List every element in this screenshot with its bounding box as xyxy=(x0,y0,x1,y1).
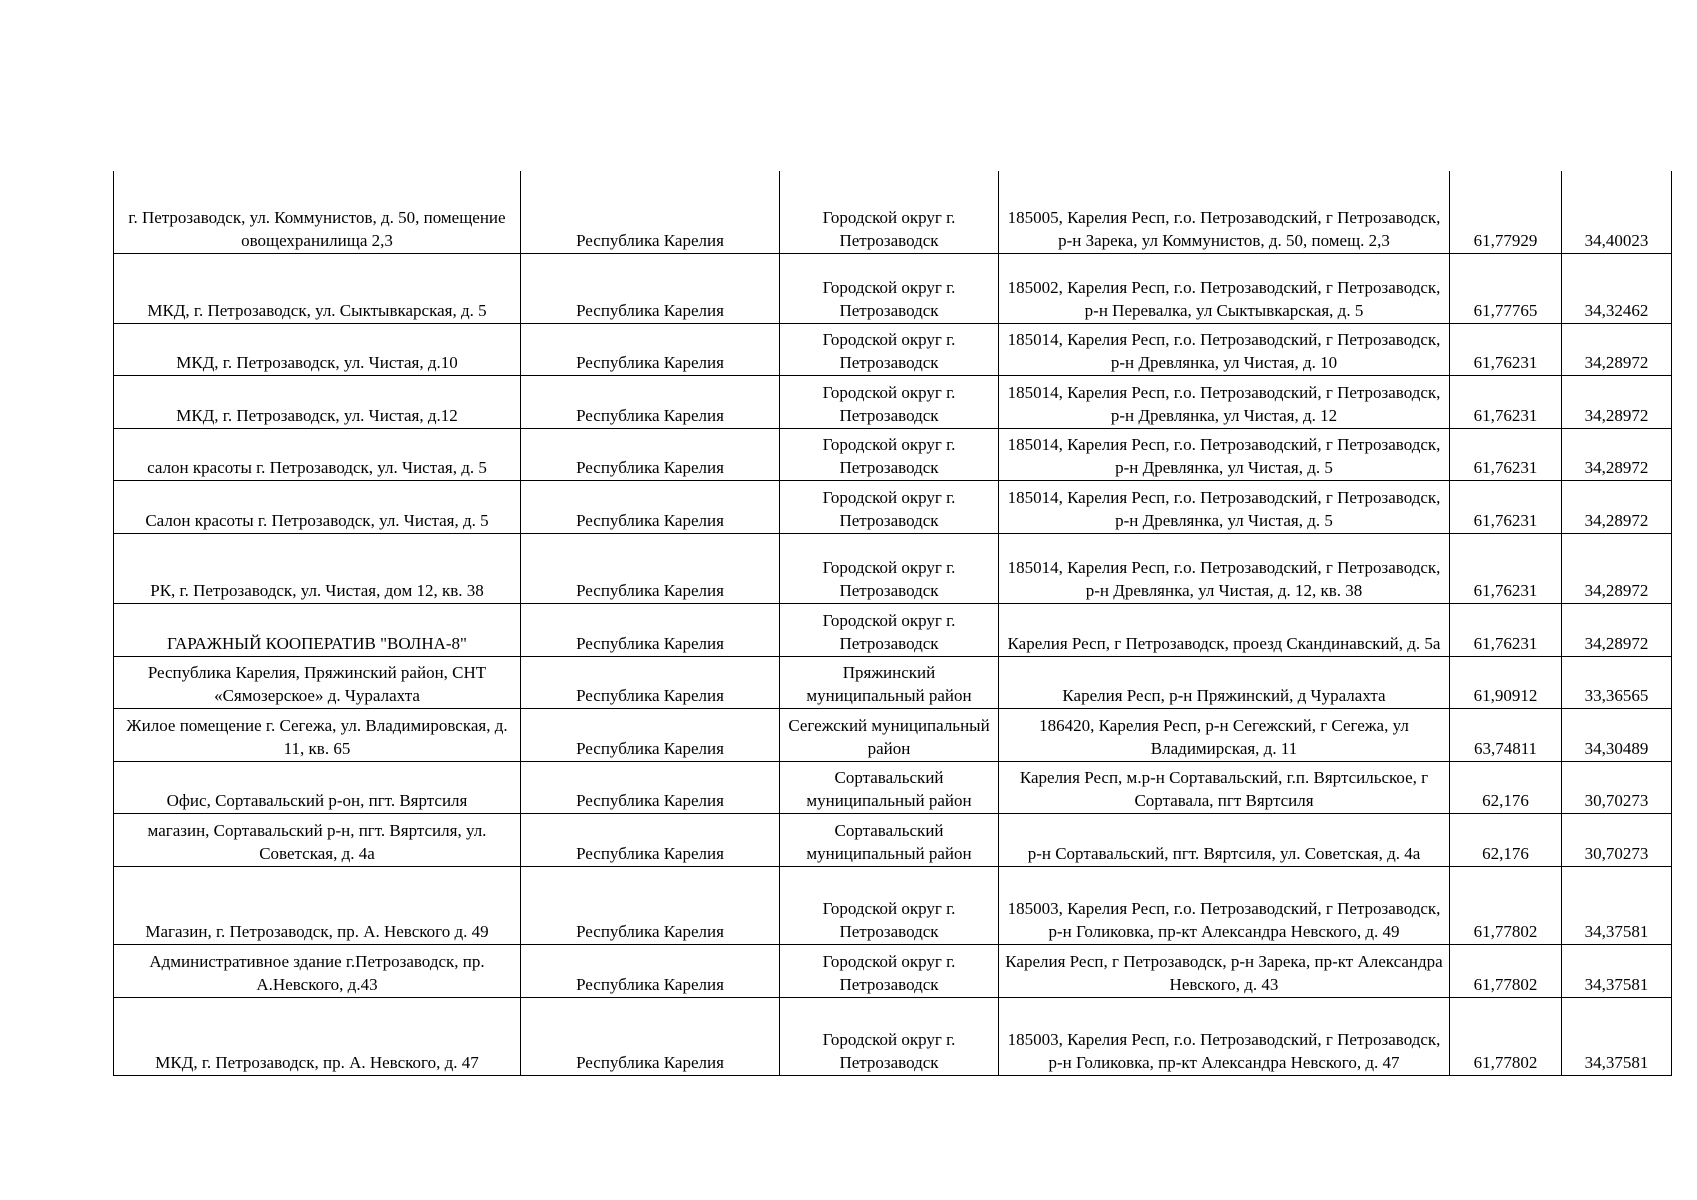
address-cell: 185005, Карелия Респ, г.о. Петрозаводский, г Петрозаводск, р-н Зарека, ул Коммунистов, д. 50, помещ. 2,3 xyxy=(999,171,1450,253)
object-name-cell: Жилое помещение г. Сегежа, ул. Владимировская, д. 11, кв. 65 xyxy=(114,708,521,761)
municipality-cell: Городской округ г. Петрозаводск xyxy=(780,866,999,944)
region-cell: Республика Карелия xyxy=(521,603,780,656)
municipality-cell: Городской округ г. Петрозаводск xyxy=(780,997,999,1075)
municipality-cell: Городской округ г. Петрозаводск xyxy=(780,375,999,428)
region-cell: Республика Карелия xyxy=(521,253,780,323)
address-cell: 185014, Карелия Респ, г.о. Петрозаводский, г Петрозаводск, р-н Древлянка, ул Чистая, д. 12 xyxy=(999,375,1450,428)
address-cell: 185014, Карелия Респ, г.о. Петрозаводский, г Петрозаводск, р-н Древлянка, ул Чистая, д. 12, кв. 38 xyxy=(999,533,1450,603)
table-row xyxy=(114,253,1672,323)
longitude-cell: 34,30489 xyxy=(1562,708,1672,761)
latitude-cell: 61,76231 xyxy=(1450,375,1562,428)
address-cell: Карелия Респ, г Петрозаводск, р-н Зарека, пр-кт Александра Невского, д. 43 xyxy=(999,944,1450,997)
address-cell: 185014, Карелия Респ, г.о. Петрозаводский, г Петрозаводск, р-н Древлянка, ул Чистая, д. 5 xyxy=(999,480,1450,533)
latitude-cell: 61,77802 xyxy=(1450,944,1562,997)
address-cell: Карелия Респ, р-н Пряжинский, д Чуралахта xyxy=(999,656,1450,708)
municipality-cell: Городской округ г. Петрозаводск xyxy=(780,480,999,533)
longitude-cell: 34,37581 xyxy=(1562,997,1672,1075)
region-cell: Республика Карелия xyxy=(521,533,780,603)
table-row xyxy=(114,533,1672,603)
municipality-cell: Городской округ г. Петрозаводск xyxy=(780,323,999,375)
region-cell: Республика Карелия xyxy=(521,866,780,944)
table-row xyxy=(114,997,1672,1075)
municipality-cell: Городской округ г. Петрозаводск xyxy=(780,533,999,603)
longitude-cell: 34,28972 xyxy=(1562,375,1672,428)
address-cell: 185014, Карелия Респ, г.о. Петрозаводский, г Петрозаводск, р-н Древлянка, ул Чистая, д. 10 xyxy=(999,323,1450,375)
longitude-cell: 30,70273 xyxy=(1562,761,1672,813)
latitude-cell: 61,77929 xyxy=(1450,171,1562,253)
address-cell: р-н Сортавальский, пгт. Вяртсиля, ул. Советская, д. 4а xyxy=(999,813,1450,866)
municipality-cell: Сегежский муниципальный район xyxy=(780,708,999,761)
object-name-cell: МКД, г. Петрозаводск, ул. Чистая, д.12 xyxy=(114,375,521,428)
object-name-cell: ГАРАЖНЫЙ КООПЕРАТИВ "ВОЛНА-8" xyxy=(114,603,521,656)
region-cell: Республика Карелия xyxy=(521,428,780,480)
municipality-cell: Городской округ г. Петрозаводск xyxy=(780,428,999,480)
longitude-cell: 34,37581 xyxy=(1562,866,1672,944)
table-row xyxy=(114,171,1672,253)
longitude-cell: 34,28972 xyxy=(1562,428,1672,480)
latitude-cell: 61,76231 xyxy=(1450,533,1562,603)
table-row xyxy=(114,866,1672,944)
longitude-cell: 34,37581 xyxy=(1562,944,1672,997)
latitude-cell: 61,77765 xyxy=(1450,253,1562,323)
object-name-cell: магазин, Сортавальский р-н, пгт. Вяртсиля, ул. Советская, д. 4а xyxy=(114,813,521,866)
table-row xyxy=(114,428,1672,480)
region-cell: Республика Карелия xyxy=(521,480,780,533)
latitude-cell: 62,176 xyxy=(1450,761,1562,813)
table-row xyxy=(114,603,1672,656)
object-name-cell: МКД, г. Петрозаводск, пр. А. Невского, д. 47 xyxy=(114,997,521,1075)
object-name-cell: салон красоты г. Петрозаводск, ул. Чистая, д. 5 xyxy=(114,428,521,480)
object-name-cell: Салон красоты г. Петрозаводск, ул. Чистая, д. 5 xyxy=(114,480,521,533)
region-cell: Республика Карелия xyxy=(521,708,780,761)
region-cell: Республика Карелия xyxy=(521,997,780,1075)
object-name-cell: г. Петрозаводск, ул. Коммунистов, д. 50, помещение овощехранилища 2,3 xyxy=(114,171,521,253)
object-name-cell: МКД, г. Петрозаводск, ул. Чистая, д.10 xyxy=(114,323,521,375)
address-cell: Карелия Респ, м.р-н Сортавальский, г.п. Вяртсильское, г Сортавала, пгт Вяртсиля xyxy=(999,761,1450,813)
object-name-cell: МКД, г. Петрозаводск, ул. Сыктывкарская, д. 5 xyxy=(114,253,521,323)
latitude-cell: 61,77802 xyxy=(1450,866,1562,944)
municipality-cell: Городской округ г. Петрозаводск xyxy=(780,944,999,997)
table-row xyxy=(114,375,1672,428)
table-row xyxy=(114,761,1672,813)
municipality-cell: Городской округ г. Петрозаводск xyxy=(780,253,999,323)
table-row xyxy=(114,813,1672,866)
region-cell: Республика Карелия xyxy=(521,944,780,997)
region-cell: Республика Карелия xyxy=(521,323,780,375)
longitude-cell: 34,28972 xyxy=(1562,323,1672,375)
latitude-cell: 61,76231 xyxy=(1450,480,1562,533)
object-name-cell: Магазин, г. Петрозаводск, пр. А. Невского д. 49 xyxy=(114,866,521,944)
region-cell: Республика Карелия xyxy=(521,656,780,708)
address-cell: 185003, Карелия Респ, г.о. Петрозаводский, г Петрозаводск, р-н Голиковка, пр-кт Александра Невского, д. 47 xyxy=(999,997,1450,1075)
longitude-cell: 34,40023 xyxy=(1562,171,1672,253)
municipality-cell: Городской округ г. Петрозаводск xyxy=(780,603,999,656)
table-row xyxy=(114,480,1672,533)
address-cell: 186420, Карелия Респ, р-н Сегежский, г Сегежа, ул Владимирская, д. 11 xyxy=(999,708,1450,761)
region-cell: Республика Карелия xyxy=(521,171,780,253)
municipality-cell: Городской округ г. Петрозаводск xyxy=(780,171,999,253)
municipality-cell: Сортавальский муниципальный район xyxy=(780,761,999,813)
address-cell: 185002, Карелия Респ, г.о. Петрозаводский, г Петрозаводск, р-н Перевалка, ул Сыктывкарская, д. 5 xyxy=(999,253,1450,323)
object-name-cell: Офис, Сортавальский р-он, пгт. Вяртсиля xyxy=(114,761,521,813)
latitude-cell: 62,176 xyxy=(1450,813,1562,866)
latitude-cell: 61,77802 xyxy=(1450,997,1562,1075)
longitude-cell: 33,36565 xyxy=(1562,656,1672,708)
table-row xyxy=(114,656,1672,708)
address-cell: 185014, Карелия Респ, г.о. Петрозаводский, г Петрозаводск, р-н Древлянка, ул Чистая, д. 5 xyxy=(999,428,1450,480)
latitude-cell: 61,76231 xyxy=(1450,428,1562,480)
longitude-cell: 34,28972 xyxy=(1562,603,1672,656)
table-row xyxy=(114,708,1672,761)
region-cell: Республика Карелия xyxy=(521,375,780,428)
longitude-cell: 30,70273 xyxy=(1562,813,1672,866)
table-row xyxy=(114,323,1672,375)
latitude-cell: 61,76231 xyxy=(1450,323,1562,375)
latitude-cell: 61,90912 xyxy=(1450,656,1562,708)
object-name-cell: Республика Карелия, Пряжинский район, СНТ «Сямозерское» д. Чуралахта xyxy=(114,656,521,708)
longitude-cell: 34,28972 xyxy=(1562,480,1672,533)
region-cell: Республика Карелия xyxy=(521,761,780,813)
table-row xyxy=(114,944,1672,997)
municipality-cell: Пряжинский муниципальный район xyxy=(780,656,999,708)
region-cell: Республика Карелия xyxy=(521,813,780,866)
table-body xyxy=(114,171,1672,1075)
address-table xyxy=(113,171,1672,1076)
longitude-cell: 34,28972 xyxy=(1562,533,1672,603)
object-name-cell: РК, г. Петрозаводск, ул. Чистая, дом 12, кв. 38 xyxy=(114,533,521,603)
longitude-cell: 34,32462 xyxy=(1562,253,1672,323)
municipality-cell: Сортавальский муниципальный район xyxy=(780,813,999,866)
object-name-cell: Административное здание г.Петрозаводск, пр. А.Невского, д.43 xyxy=(114,944,521,997)
latitude-cell: 63,74811 xyxy=(1450,708,1562,761)
address-cell: 185003, Карелия Респ, г.о. Петрозаводский, г Петрозаводск, р-н Голиковка, пр-кт Александра Невского, д. 49 xyxy=(999,866,1450,944)
latitude-cell: 61,76231 xyxy=(1450,603,1562,656)
address-cell: Карелия Респ, г Петрозаводск, проезд Скандинавский, д. 5а xyxy=(999,603,1450,656)
